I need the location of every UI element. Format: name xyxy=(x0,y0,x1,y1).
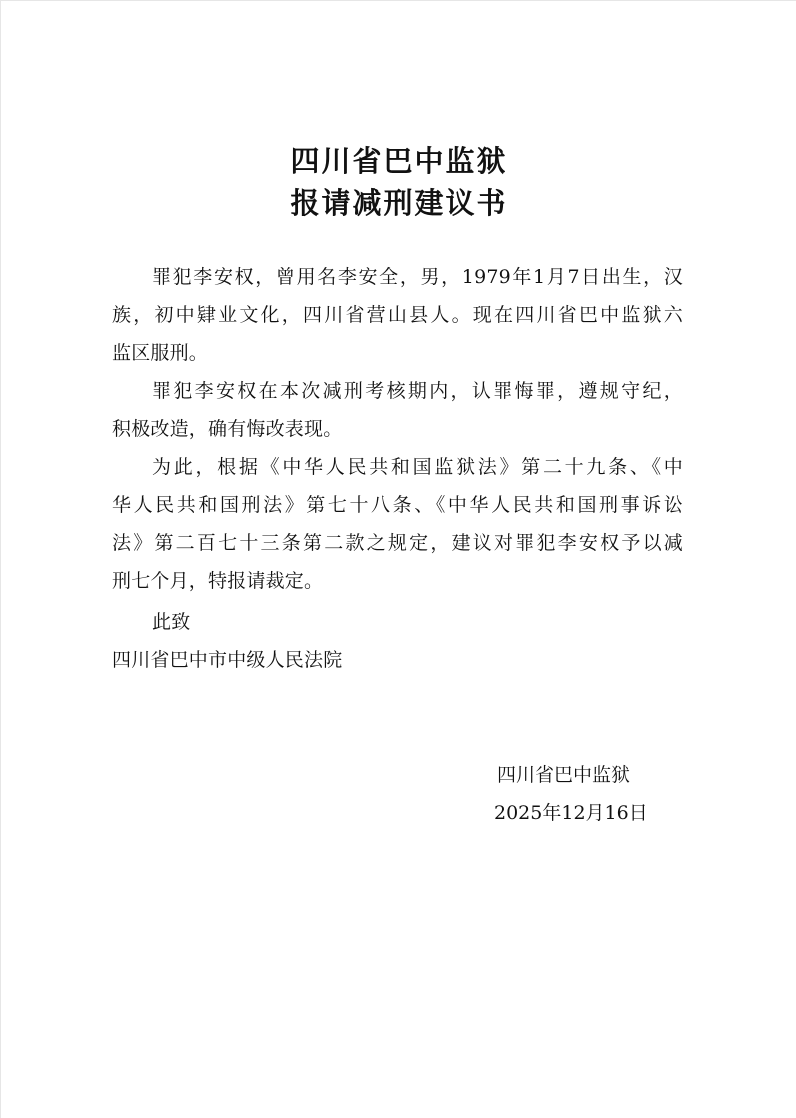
paragraph3-line3: 法》第二百七十三条第二款之规定，建议对罪犯李安权予以减 xyxy=(112,532,683,554)
document-title-line1: 四川省巴中监狱 xyxy=(290,144,508,178)
paragraph1-line1: 罪犯李安权，曾用名李安全，男，1979年1月7日出生，汉 xyxy=(152,266,683,288)
paragraph3-line2: 华人民共和国刑法》第七十八条、《中华人民共和国刑事诉讼 xyxy=(112,494,683,516)
addressee: 四川省巴中市中级人民法院 xyxy=(112,649,343,671)
paragraph1-line3: 监区服刑。 xyxy=(112,342,209,364)
document-title-line2: 报请减刑建议书 xyxy=(290,186,508,220)
paragraph2-line2: 积极改造，确有悔改表现。 xyxy=(112,418,343,440)
salutation: 此致 xyxy=(152,611,191,633)
signature-org: 四川省巴中监狱 xyxy=(497,764,631,786)
paragraph2-line1: 罪犯李安权在本次减刑考核期内，认罪悔罪，遵规守纪， xyxy=(152,380,683,402)
paragraph3-line4: 刑七个月，特报请裁定。 xyxy=(112,570,324,592)
paragraph1-line2: 族，初中肄业文化，四川省营山县人。现在四川省巴中监狱六 xyxy=(112,304,683,326)
paragraph3-line1: 为此，根据《中华人民共和国监狱法》第二十九条、《中 xyxy=(152,456,683,478)
signature-date: 2025年12月16日 xyxy=(494,802,648,824)
